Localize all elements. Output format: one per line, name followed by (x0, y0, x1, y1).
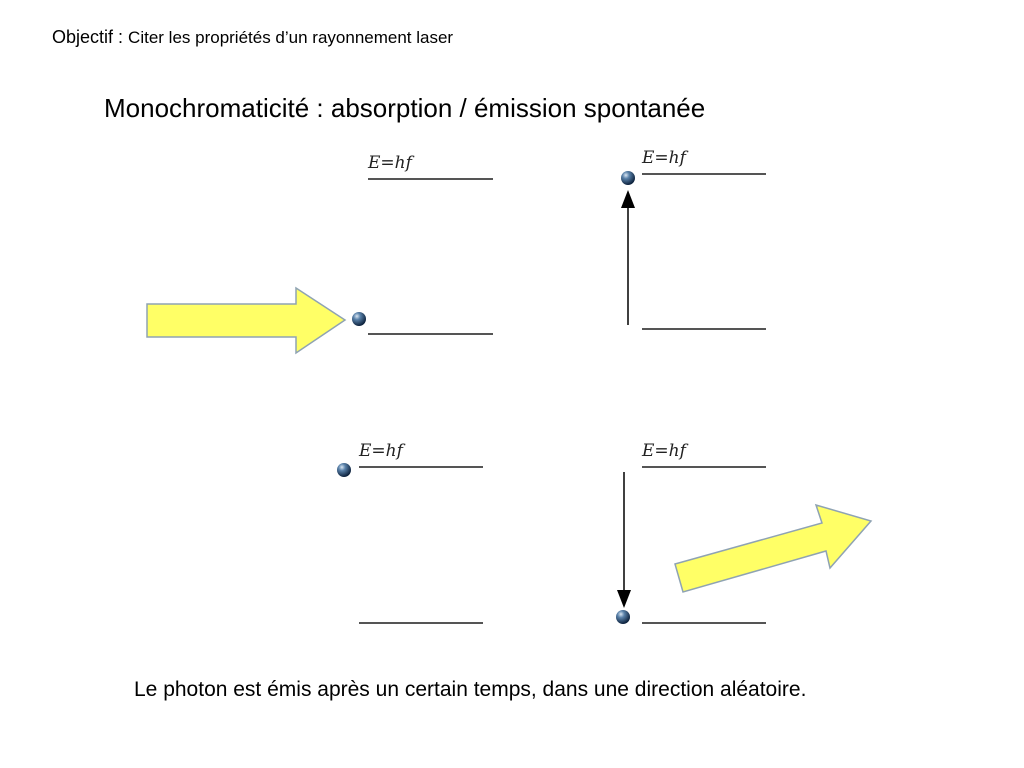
electron (621, 171, 635, 185)
transition-down-arrowhead (617, 590, 631, 608)
slide-title: Monochromaticité : absorption / émission spontanée (104, 93, 706, 123)
energy-formula-label: E=hf (642, 441, 686, 461)
electron (616, 610, 630, 624)
transition-up-arrowhead (621, 190, 635, 208)
electron (352, 312, 366, 326)
energy-formula-label: E=hf (359, 441, 403, 461)
objective-prefix: Objectif : (52, 27, 124, 47)
panel-emission-before (337, 441, 483, 623)
panel-emission-after (616, 441, 871, 624)
incoming-photon-arrow (147, 288, 345, 353)
objective-text: Citer les propriétés d’un rayonnement laser (128, 28, 454, 47)
electron (337, 463, 351, 477)
caption: Le photon est émis après un certain temps, dans une direction aléatoire. (134, 678, 807, 701)
emitted-photon-arrow (675, 505, 871, 592)
energy-formula-label: E=hf (368, 153, 412, 173)
panel-absorption-after (621, 148, 766, 329)
energy-formula-label: E=hf (642, 148, 686, 168)
panel-absorption-before (147, 153, 493, 353)
